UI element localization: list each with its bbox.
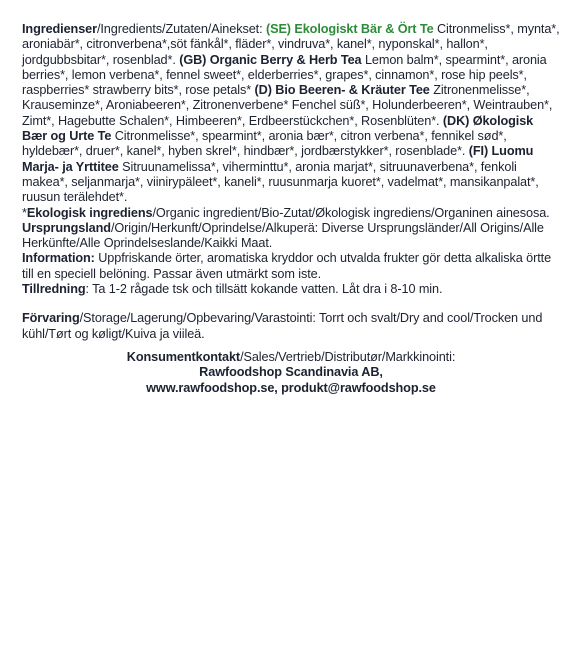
organic-note	[22, 206, 560, 221]
spacer	[22, 297, 560, 311]
ingredients-section	[22, 22, 560, 206]
storage-label: Förvaring	[22, 311, 80, 326]
preparation-section	[22, 282, 560, 297]
preparation-text: : Ta 1-2 rågade tsk och tillsätt kokande vatten. Låt dra i 8-10 min.	[85, 282, 443, 297]
dk-heading: (DK) Økologisk Bær og Urte Te	[22, 113, 534, 144]
origin-section	[22, 221, 560, 252]
gb-ingredients: Lemon balm*, spearmint*, aronia berries*, lemon verbena*, fennel sweet*, elderberries*, grapes*, cinnamon*, rose hip peels*, raspberries* strawberry bits*, rose petals*	[22, 52, 547, 98]
d-heading: (D) Bio Beeren- & Kräuter Tee	[254, 83, 430, 98]
organic-text: /Organic ingredient/Bio-Zutat/Økologisk ingrediens/Organinen ainesosa.	[152, 205, 550, 220]
fi-ingredients: Sitruunamelissa*, viherminttu*, aronia marjat*, sitruunaverbena*, fenkoli makea*, seljanmarja*, viinirypäleet*, kaneli*, ruusunmarja kuoret*, vadelmat*, mansikanpalat*, ruusun terälehdet*.	[22, 159, 539, 205]
origin-text: /Origin/Herkunft/Oprindelse/Alkuperä: Diverse Ursprungsländer/All Origins/Alle Herkünfte/Alle Oprindelseslande/Kaikki Maat.	[22, 220, 544, 251]
preparation-label: Tillredning	[22, 282, 86, 297]
contact-heading	[22, 350, 560, 365]
storage-section	[22, 311, 560, 342]
information-section	[22, 251, 560, 282]
contact-label-translations: /Sales/Vertrieb/Distributør/Markkinointi:	[240, 349, 456, 364]
storage-text: /Storage/Lagerung/Opbevaring/Varastointi: Torrt och svalt/Dry and cool/Trocken und kühl/Tørt og køligt/Kuiva ja viileä.	[22, 311, 543, 341]
se-ingredients: Citronmeliss*, mynta*, aroniabär*, citronverbena*,söt fänkål*, fläder*, vindruva*, kanel*, nyponskal*, hallon*, jordgubbsbitar*, rosenblad*.	[22, 22, 560, 67]
contact-section	[22, 350, 560, 396]
information-label: Information:	[22, 251, 95, 266]
d-ingredients: Zitronenmelisse*, Krauseminze*, Aroniabeeren*, Zitronenverbene* Fenchel süß*, Holunderbeeren*, Weintrauben*, Zimt*, Hagebutte Schalen*, Himbeeren*, Erdbeerstückchen*, Rosenblüten*.	[22, 83, 553, 128]
web-email: www.rawfoodshop.se, produkt@rawfoodshop.se	[146, 380, 436, 395]
se-heading: (SE) Ekologiskt Bär & Ört Te	[265, 22, 434, 36]
ingredients-label-translations: /Ingredients/Zutaten/Ainekset:	[96, 22, 266, 36]
dk-ingredients: Citronmelisse*, spearmint*, aronia bær*, citron verbena*, fennikel sød*, hyldebær*, druer*, kanel*, hyben skrel*, hindbær*, jordbærstykker*, rosenblade*.	[22, 129, 507, 159]
gb-heading: (GB) Organic Berry & Herb Tea	[179, 52, 362, 67]
contact-label: Konsumentkontakt	[126, 349, 241, 364]
fi-heading: (FI) Luomu Marja- ja Yrttitee	[22, 144, 534, 174]
ingredients-label: Ingredienser	[22, 22, 97, 36]
product-label	[22, 22, 560, 396]
origin-label: Ursprungsland	[22, 220, 111, 235]
organic-star: *	[22, 205, 27, 220]
organic-label: Ekologisk ingrediens	[26, 205, 153, 220]
information-text: Uppfriskande örter, aromatiska kryddor och utvalda frukter gör detta alkaliska örtte till en speciell belöning. Passar även utmärkt som iste.	[22, 251, 552, 281]
company-name: Rawfoodshop Scandinavia AB,	[199, 365, 383, 380]
